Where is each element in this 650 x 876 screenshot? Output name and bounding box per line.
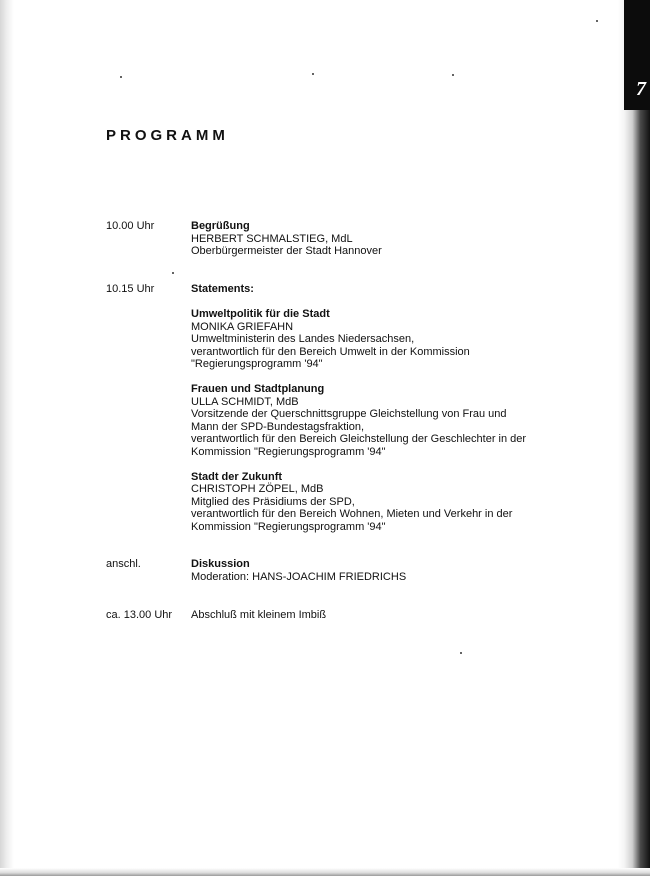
scan-speck [452,74,454,76]
entry-content [191,283,591,546]
statement-title: Umweltpolitik für die Stadt [191,308,330,320]
speaker-role: "Regierungsprogramm '94" [191,358,323,370]
speaker-role: Kommission "Regierungsprogramm '94" [191,520,386,533]
speaker-role: Vorsitzende der Querschnittsgruppe Gleichstellung von Frau und [191,408,507,420]
speaker-name: ULLA SCHMIDT, MdB [191,395,299,408]
entry-time: 10.15 Uhr [106,283,155,295]
scan-speck [460,652,462,654]
scan-speck [312,73,314,75]
moderator: Moderation: HANS-JOACHIM FRIEDRICHS [191,570,407,583]
scan-edge-bottom [0,868,650,876]
speaker-role: Umweltministerin des Landes Niedersachsen, [191,333,415,345]
entry-title: Diskussion [191,558,250,570]
entry-time: 10.00 Uhr [106,220,155,232]
entry-content [191,220,591,258]
scan-speck [172,272,174,274]
entry-title: Abschluß mit kleinem Imbiß [191,609,327,621]
page-number: 7 [636,78,646,100]
statement-block-zukunft [191,471,591,534]
speaker-role: Oberbürgermeister der Stadt Hannover [191,245,382,257]
speaker-name: HERBERT SCHMALSTIEG, MdL [191,232,353,245]
speaker-name: CHRISTOPH ZÖPEL, MdB [191,483,324,495]
entry-time: ca. 13.00 Uhr [106,609,173,621]
speaker-role: verantwortlich für den Bereich Gleichstellung der Geschlechter in der [191,433,527,445]
speaker-name: MONIKA GRIEFAHN [191,320,294,333]
entry-content [191,558,591,583]
statement-title: Stadt der Zukunft [191,470,283,483]
speaker-role: Mann der SPD-Bundestagsfraktion, [191,420,365,433]
speaker-role: Mitglied des Präsidiums der SPD, [191,495,355,508]
statement-title: Frauen und Stadtplanung [191,383,325,395]
entry-title: Begrüßung [191,220,250,232]
scan-edge-left [0,0,14,876]
scan-edge-right [618,0,650,876]
scan-speck [596,20,598,22]
speaker-role: verantwortlich für den Bereich Wohnen, Mieten und Verkehr in der [191,508,513,520]
scan-speck [120,76,122,78]
speaker-role: Kommission "Regierungsprogramm '94" [191,445,386,458]
page-title: PROGRAMM [106,127,229,144]
entry-title: Statements: [191,283,254,295]
statement-block-umweltpolitik [191,308,591,371]
entry-time: anschl. [106,558,141,570]
entry-content [191,609,591,622]
speaker-role: verantwortlich für den Bereich Umwelt in der Kommission [191,345,470,358]
statement-block-frauen [191,383,591,458]
